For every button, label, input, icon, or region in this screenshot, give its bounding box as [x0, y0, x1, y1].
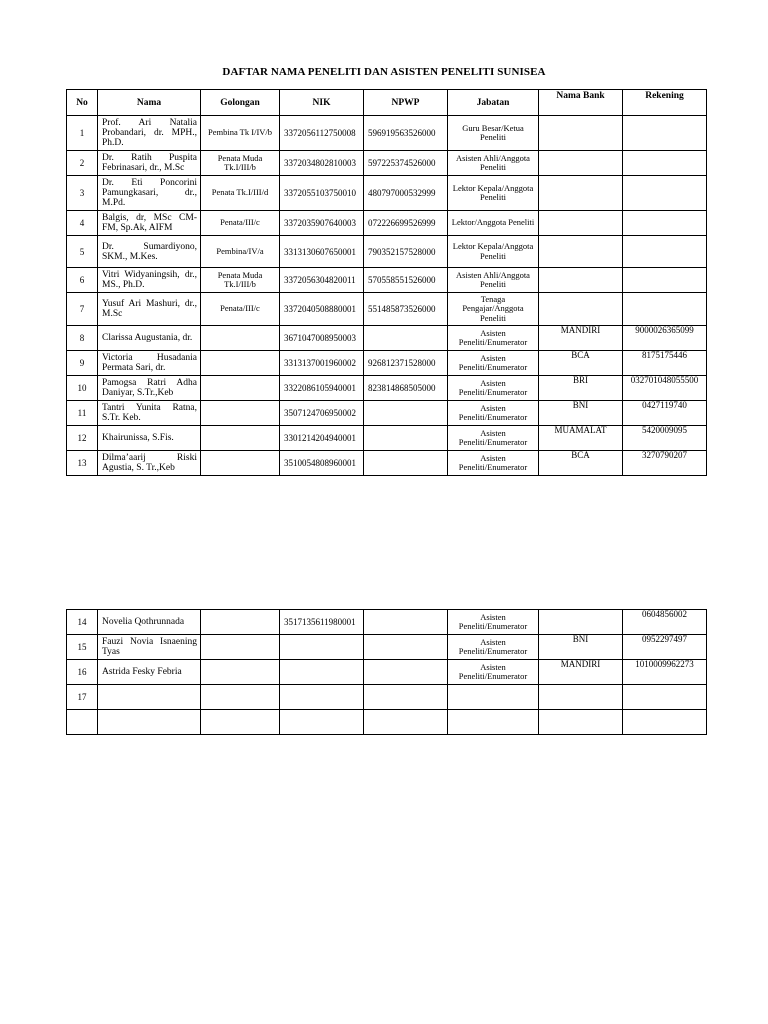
- cell-nama: Novelia Qothrunnada: [98, 610, 201, 635]
- cell-golongan: [201, 351, 280, 376]
- cell-golongan: Penata/III/c: [201, 293, 280, 326]
- cell-rekening: [623, 236, 707, 268]
- cell-no: 10: [67, 376, 98, 401]
- cell-nama-bank: MANDIRI: [539, 660, 623, 685]
- cell-no: 16: [67, 660, 98, 685]
- cell-nama: Victoria Husadania Permata Sari, dr.: [98, 351, 201, 376]
- cell-nama-bank: [539, 176, 623, 211]
- header-no: No: [67, 90, 98, 116]
- cell-nik: 3372055103750010: [280, 176, 364, 211]
- cell-no: 14: [67, 610, 98, 635]
- table-row: [67, 211, 707, 236]
- cell-nama-bank: [539, 151, 623, 176]
- cell-npwp: 072226699526999: [364, 211, 448, 236]
- cell-nik: 3313130607650001: [280, 236, 364, 268]
- cell-jabatan: Lektor Kepala/Anggota Peneliti: [448, 236, 539, 268]
- cell-nama: Balgis, dr, MSc CM-FM, Sp.Ak, AIFM: [98, 211, 201, 236]
- cell-nama-bank: BCA: [539, 351, 623, 376]
- cell-nik: [280, 685, 364, 710]
- cell-jabatan: Lektor/Anggota Peneliti: [448, 211, 539, 236]
- cell-rekening: 1010009962273: [623, 660, 707, 685]
- header-nama: Nama: [98, 90, 201, 116]
- cell-nik: 3517135611980001: [280, 610, 364, 635]
- cell-npwp: [364, 660, 448, 685]
- cell-golongan: [201, 635, 280, 660]
- researcher-table: [66, 89, 707, 476]
- cell-golongan: [201, 401, 280, 426]
- cell-no: 8: [67, 326, 98, 351]
- cell-golongan: [201, 610, 280, 635]
- cell-nama-bank: [539, 268, 623, 293]
- cell-nama: Yusuf Ari Mashuri, dr., M.Sc: [98, 293, 201, 326]
- cell-jabatan: Lektor Kepala/Anggota Peneliti: [448, 176, 539, 211]
- cell-jabatan: Asisten Peneliti/Enumerator: [448, 451, 539, 476]
- cell-golongan: Penata Muda Tk.I/III/b: [201, 268, 280, 293]
- cell-nama: Khairunissa, S.Fis.: [98, 426, 201, 451]
- cell-nama-bank: [539, 685, 623, 710]
- cell-no: 5: [67, 236, 98, 268]
- cell-nama-bank: [539, 116, 623, 151]
- cell-no: 7: [67, 293, 98, 326]
- cell-npwp: 480797000532999: [364, 176, 448, 211]
- cell-jabatan: [448, 710, 539, 735]
- cell-rekening: [623, 151, 707, 176]
- cell-golongan: Penata Muda Tk.I/III/b: [201, 151, 280, 176]
- cell-npwp: [364, 451, 448, 476]
- table-row: [67, 451, 707, 476]
- cell-jabatan: [448, 685, 539, 710]
- cell-no: 9: [67, 351, 98, 376]
- cell-jabatan: Asisten Ahli/Anggota Peneliti: [448, 268, 539, 293]
- cell-npwp: 823814868505000: [364, 376, 448, 401]
- cell-golongan: Penata/III/c: [201, 211, 280, 236]
- cell-nama-bank: BRI: [539, 376, 623, 401]
- cell-no: 17: [67, 685, 98, 710]
- cell-npwp: [364, 326, 448, 351]
- cell-jabatan: Guru Besar/Ketua Peneliti: [448, 116, 539, 151]
- cell-npwp: [364, 401, 448, 426]
- cell-nama: Prof. Ari Natalia Probandari, dr. MPH., Ph.D.: [98, 116, 201, 151]
- table-row: [67, 151, 707, 176]
- cell-rekening: 3270790207: [623, 451, 707, 476]
- cell-golongan: Penata Tk.I/III/d: [201, 176, 280, 211]
- cell-rekening: 8175175446: [623, 351, 707, 376]
- cell-npwp: 597225374526000: [364, 151, 448, 176]
- cell-golongan: [201, 685, 280, 710]
- cell-nik: [280, 635, 364, 660]
- document-title: DAFTAR NAMA PENELITI DAN ASISTEN PENELITI SUNISEA: [222, 66, 546, 78]
- header-golongan: Golongan: [201, 90, 280, 116]
- cell-rekening: [623, 293, 707, 326]
- cell-rekening: 0604856002: [623, 610, 707, 635]
- cell-jabatan: Tenaga Pengajar/Anggota Peneliti: [448, 293, 539, 326]
- cell-golongan: Pembina Tk I/IV/b: [201, 116, 280, 151]
- cell-nama: [98, 685, 201, 710]
- header-nik: NIK: [280, 90, 364, 116]
- cell-nik: [280, 710, 364, 735]
- cell-npwp: [364, 635, 448, 660]
- researcher-table-continued: [66, 609, 707, 735]
- cell-nama-bank: BNI: [539, 635, 623, 660]
- cell-npwp: 570558551526000: [364, 268, 448, 293]
- cell-nik: 3671047008950003: [280, 326, 364, 351]
- table-row: [67, 351, 707, 376]
- cell-nama-bank: BCA: [539, 451, 623, 476]
- table-row: [67, 635, 707, 660]
- cell-rekening: [623, 268, 707, 293]
- cell-jabatan: Asisten Peneliti/Enumerator: [448, 426, 539, 451]
- cell-rekening: 0952297497: [623, 635, 707, 660]
- cell-jabatan: Asisten Peneliti/Enumerator: [448, 326, 539, 351]
- header-nama-bank: Nama Bank: [539, 90, 623, 116]
- cell-nik: 3313137001960002: [280, 351, 364, 376]
- cell-nik: 3322086105940001: [280, 376, 364, 401]
- cell-golongan: [201, 376, 280, 401]
- table-row: [67, 176, 707, 211]
- cell-nama-bank: BNI: [539, 401, 623, 426]
- cell-nik: 3372056112750008: [280, 116, 364, 151]
- cell-npwp: [364, 610, 448, 635]
- cell-no: 1: [67, 116, 98, 151]
- cell-rekening: [623, 176, 707, 211]
- cell-nama: Dr. Eti Poncorini Pamungkasari, dr., M.Pd.: [98, 176, 201, 211]
- cell-npwp: 551485873526000: [364, 293, 448, 326]
- cell-golongan: [201, 326, 280, 351]
- cell-nik: 3372056304820011: [280, 268, 364, 293]
- cell-no: 6: [67, 268, 98, 293]
- table-row: [67, 376, 707, 401]
- cell-golongan: [201, 660, 280, 685]
- cell-nama-bank: MANDIRI: [539, 326, 623, 351]
- cell-no: 13: [67, 451, 98, 476]
- table-row: [67, 660, 707, 685]
- cell-npwp: [364, 685, 448, 710]
- cell-nama: Dr. Sumardiyono, SKM., M.Kes.: [98, 236, 201, 268]
- cell-npwp: 596919563526000: [364, 116, 448, 151]
- header-jabatan: Jabatan: [448, 90, 539, 116]
- cell-nama-bank: [539, 610, 623, 635]
- cell-nik: 3301214204940001: [280, 426, 364, 451]
- cell-nama: Vitri Widyaningsih, dr., MS., Ph.D.: [98, 268, 201, 293]
- table-row: [67, 401, 707, 426]
- cell-nama: [98, 710, 201, 735]
- cell-rekening: 0427119740: [623, 401, 707, 426]
- cell-golongan: [201, 710, 280, 735]
- cell-no: 2: [67, 151, 98, 176]
- cell-nik: 3372034802810003: [280, 151, 364, 176]
- cell-rekening: [623, 710, 707, 735]
- cell-no: 4: [67, 211, 98, 236]
- cell-jabatan: Asisten Peneliti/Enumerator: [448, 376, 539, 401]
- cell-golongan: [201, 451, 280, 476]
- cell-nama: Dilma’aarij Riski Agustia, S. Tr.,Keb: [98, 451, 201, 476]
- table-row: [67, 116, 707, 151]
- table-row: [67, 610, 707, 635]
- header-npwp: NPWP: [364, 90, 448, 116]
- header-rekening: Rekening: [623, 90, 707, 116]
- cell-rekening: [623, 116, 707, 151]
- cell-rekening: 5420009095: [623, 426, 707, 451]
- cell-jabatan: Asisten Ahli/Anggota Peneliti: [448, 151, 539, 176]
- cell-nama: Dr. Ratih Puspita Febrinasari, dr., M.Sc: [98, 151, 201, 176]
- cell-jabatan: Asisten Peneliti/Enumerator: [448, 635, 539, 660]
- cell-no: 12: [67, 426, 98, 451]
- cell-no: 15: [67, 635, 98, 660]
- cell-npwp: [364, 426, 448, 451]
- cell-rekening: [623, 211, 707, 236]
- table-row: [67, 293, 707, 326]
- cell-nama: Clarissa Augustania, dr.: [98, 326, 201, 351]
- cell-nama-bank: [539, 236, 623, 268]
- table-row: [67, 326, 707, 351]
- cell-nama: Astrida Fesky Febria: [98, 660, 201, 685]
- cell-nik: 3372035907640003: [280, 211, 364, 236]
- cell-no: [67, 710, 98, 735]
- cell-rekening: 9000026365099: [623, 326, 707, 351]
- cell-nama: Fauzi Novia Isnaening Tyas: [98, 635, 201, 660]
- cell-rekening: 032701048055500: [623, 376, 707, 401]
- cell-golongan: Pembina/IV/a: [201, 236, 280, 268]
- cell-jabatan: Asisten Peneliti/Enumerator: [448, 660, 539, 685]
- cell-nama-bank: [539, 710, 623, 735]
- cell-npwp: 926812371528000: [364, 351, 448, 376]
- cell-jabatan: Asisten Peneliti/Enumerator: [448, 401, 539, 426]
- cell-nama-bank: [539, 211, 623, 236]
- table-row: [67, 710, 707, 735]
- cell-nama: Tantri Yunita Ratna, S.Tr. Keb.: [98, 401, 201, 426]
- cell-nama: Pamogsa Ratri Adha Daniyar, S.Tr.,Keb: [98, 376, 201, 401]
- table-row: [67, 268, 707, 293]
- cell-nama-bank: [539, 293, 623, 326]
- cell-npwp: 790352157528000: [364, 236, 448, 268]
- cell-npwp: [364, 710, 448, 735]
- table-header-row: [67, 90, 707, 116]
- cell-golongan: [201, 426, 280, 451]
- cell-jabatan: Asisten Peneliti/Enumerator: [448, 610, 539, 635]
- cell-jabatan: Asisten Peneliti/Enumerator: [448, 351, 539, 376]
- cell-nik: 3507124706950002: [280, 401, 364, 426]
- table-row: [67, 685, 707, 710]
- table-row: [67, 236, 707, 268]
- cell-no: 11: [67, 401, 98, 426]
- table-row: [67, 426, 707, 451]
- cell-rekening: [623, 685, 707, 710]
- cell-nik: 3372040508880001: [280, 293, 364, 326]
- cell-no: 3: [67, 176, 98, 211]
- cell-nama-bank: MUAMALAT: [539, 426, 623, 451]
- cell-nik: [280, 660, 364, 685]
- cell-nik: 3510054808960001: [280, 451, 364, 476]
